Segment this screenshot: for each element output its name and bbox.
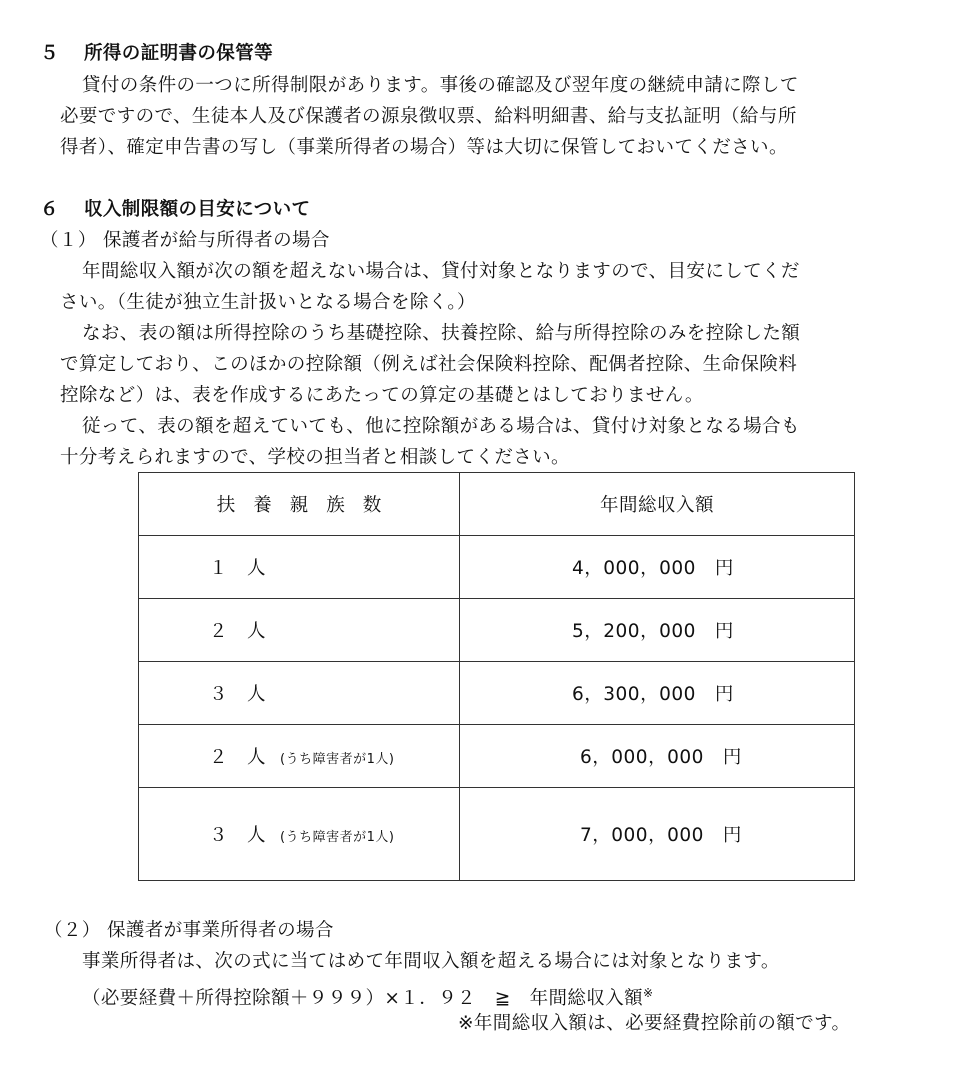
table-row [139,599,855,662]
table-header-row [139,473,855,536]
subsection-2-number: （２） [44,920,101,941]
amount-cell: 5，200，000 円 [460,599,855,662]
dependents-cell: ３ 人 [139,662,460,725]
section-5-title: 所得の証明書の保管等 [84,43,274,64]
sub1-line-7: 十分考えられますので、学校の担当者と相談してください。 [60,447,570,468]
amount-cell: 4，000，000 円 [460,536,855,599]
sub1-line-2: さい。（生徒が独立生計扱いとなる場合を除く。） [60,292,476,313]
sub1-line-6: 従って、表の額を超えていても、他に控除額がある場合は、貸付け対象となる場合も [82,416,800,437]
disability-note: (うち障害者が1人) [280,752,395,767]
income-limit-table [138,472,855,881]
section-6-heading [40,198,310,222]
section-5-number: ５ [40,43,59,64]
section-6-number: ６ [40,199,59,220]
table-row [139,662,855,725]
dependents-cell: １ 人 [139,536,460,599]
formula-mark: ※ [643,986,654,1000]
section-6-title: 収入制限額の目安について [84,199,311,220]
subsection-2-heading [44,919,334,943]
header-dependents: 扶養親族数 [139,473,460,536]
amount-cell: 6，000，000 円 [460,725,855,788]
table-row [139,788,855,881]
table-row [139,536,855,599]
table-row [139,725,855,788]
sub1-line-4: で算定しており、このほかの控除額（例えば社会保険料控除、配偶者控除、生命保険料 [60,354,798,375]
sub1-line-5: 控除など）は、表を作成するにあたっての算定の基礎とはしておりません。 [60,385,704,406]
section-5-line-1: 貸付の条件の一つに所得制限があります。事後の確認及び翌年度の継続申請に際して [82,75,799,96]
sub2-line-1: 事業所得者は、次の式に当てはめて年間収入額を超える場合には対象となります。 [82,951,780,972]
sub1-line-1: 年間総収入額が次の額を超えない場合は、貸付対象となりますので、目安にしてくだ [82,261,800,282]
amount-cell: 6，300，000 円 [460,662,855,725]
subsection-2-title: 保護者が事業所得者の場合 [106,920,334,941]
header-annual-income: 年間総収入額 [460,473,855,536]
section-5-line-3: 得者）、確定申告書の写し（事業所得者の場合）等は大切に保管しておいてください。 [60,137,788,158]
subsection-1-title: 保護者が給与所得者の場合 [102,230,330,251]
section-5-line-2: 必要ですので、生徒本人及び保護者の源泉徴収票、給料明細書、給与支払証明（給与所 [60,106,797,127]
amount-cell: 7，000，000 円 [460,788,855,881]
dependents-cell: ２ 人 [139,599,460,662]
dependents-cell: ２ 人 (うち障害者が1人) [139,725,460,788]
sub1-line-3: なお、表の額は所得控除のうち基礎控除、扶養控除、給与所得控除のみを控除した額 [82,323,801,344]
dependents-cell: ３ 人 (うち障害者が1人) [139,788,460,881]
disability-note: (うち障害者が1人) [280,830,395,845]
formula-text: （必要経費＋所得控除額＋９９９）×１．９２ ≧ 年間総収入額 [82,988,644,1010]
income-formula [82,981,653,1011]
subsection-1-heading [40,229,330,253]
subsection-1-number: （１） [40,230,97,251]
income-footnote: ※年間総収入額は、必要経費控除前の額です。 [458,1013,851,1034]
section-5-heading [40,42,273,66]
